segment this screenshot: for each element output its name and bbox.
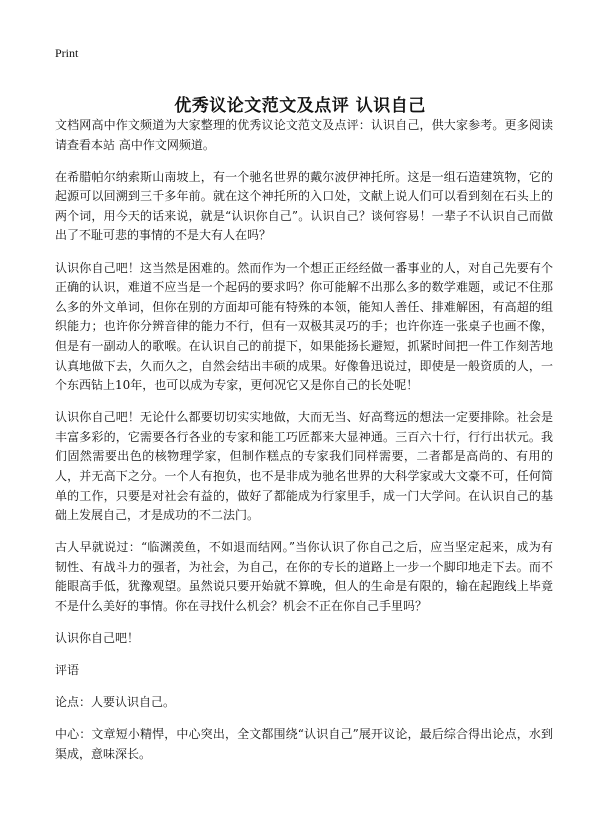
body-paragraph: 认识你自己吧！这当然是困难的。然而作为一个想正正经经做一番事业的人，对自己先要有个正确的认识，难道不应当是一个起码的要求吗？你可能解不出那么多的数学难题，或记不住那么多的外文单词，但你在别的方面却可能有特殊的本领，能知人善任、排难解困，有高超的组织能力；也许你分辨音律的能力不行，但有一双极其灵巧的手；也许你连一张桌子也画不像，但是有一副动人的歌喉。在认识自己的前提下，如果能扬长避短，抓紧时间把一件工作刻苦地认真地做下去，久而久之，自然会结出丰硕的成果。好像鲁迅说过，即使是一般资质的人，一个东西钻上10年，也可以成为专家，更何况它又是你自己的长处呢！ — [55, 260, 553, 393]
intro-paragraph: 文档网高中作文频道为大家整理的优秀议论文范文及点评：认识自己，供大家参考。更多阅读请查看本站 高中作文网频道。 — [55, 118, 553, 152]
review-center: 中心：文章短小精悍，中心突出，全文都围绕“认识自己”展开议论，最后综合得出论点，水到渠成，意味深长。 — [55, 727, 553, 762]
print-link[interactable]: Print — [55, 46, 79, 60]
page-title: 优秀议论文范文及点评 认识自己 — [174, 96, 426, 117]
body-paragraph: 古人早就说过：“临渊羡鱼，不如退而结网。”当你认识了你自己之后，应当坚定起来，成为有韧性、有战斗力的强者，为社会，为自己，在你的专长的道路上一步一个脚印地走下去。而不能眼高手低，犹豫观望。虽然说只要开始就不算晚，但人的生命是有限的，输在起跑线上毕竟不是什么美好的事情。你在寻找什么机会？机会不正在你自己手里吗？ — [55, 540, 553, 614]
article-body — [55, 116, 553, 777]
body-paragraph: 认识你自己吧！无论什么都要切切实实地做，大而无当、好高骛远的想法一定要排除。社会是丰富多彩的，它需要各行各业的专家和能工巧匠都来大显神通。三百六十行，行行出状元。我们固然需要出色的核物理学家，但制作糕点的专家我们同样需要，二者都是高尚的、有用的人，并无高下之分。一个人有抱负，也不是非成为驰名世界的大科学家或大文豪不可，任何简单的工作，只要是对社会有益的，做好了都能成为行家里手，成一门大学问。在认识自己的基础上发展自己，才是成功的不二法门。 — [55, 410, 553, 523]
review-thesis: 论点：人要认识自己。 — [55, 695, 176, 710]
body-paragraph: 在希腊帕尔纳索斯山南坡上，有一个驰名世界的戴尔波伊神托所。这是一组石造建筑物，它的起源可以回溯到三千多年前。就在这个神托所的入口处，文献上说人们可以看到刻在石头上的两个词，用今天的话来说，就是“认识你自己”。认识自己？谈何容易！一辈子不认识自己而做出了不耻可悲的事情的不是大有人在吗？ — [55, 169, 553, 243]
review-heading: 评语 — [55, 663, 80, 678]
closing-line: 认识你自己吧！ — [55, 631, 140, 646]
